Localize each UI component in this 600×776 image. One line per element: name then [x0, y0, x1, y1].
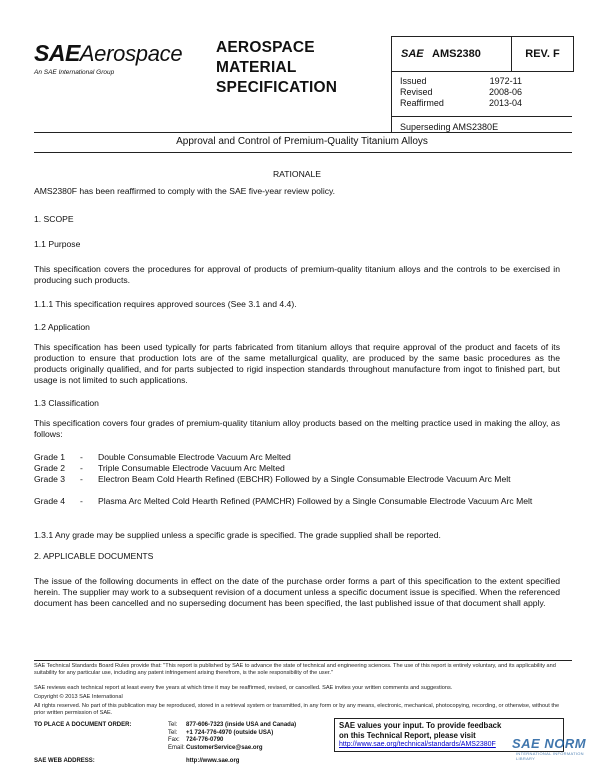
revision-box [512, 36, 574, 72]
footer-divider [34, 660, 572, 661]
date-label: Reaffirmed [400, 98, 444, 108]
purpose-text: This specification covers the procedures for approval of products of premium-quality titanium alloys and the controls to be exercised in producing such products. [34, 264, 560, 285]
header-divider [34, 152, 572, 153]
sae-mini-logo: SAE [401, 48, 424, 60]
email-link[interactable]: CustomerService@sae.org [186, 744, 263, 751]
logo-aerospace-text: Aerospace [79, 41, 183, 66]
requirement-text: 1.1.1 This specification requires approved sources (See 3.1 and 4.4). [34, 299, 297, 309]
grade-dash: - [80, 452, 83, 462]
spec-title-line: SPECIFICATION [216, 79, 338, 96]
footer-review-text: SAE reviews each technical report at least every five years at which time it may be reaffirmed, revised, or cancelled. SAE invites your written comments and suggestions. [34, 685, 453, 691]
grade-note: 1.3.1 Any grade may be supplied unless a specific grade is specified. The grade supplied shall be reported. [34, 530, 441, 540]
revision-label: REV. F [525, 48, 560, 60]
date-value: 1972-11 [489, 76, 522, 86]
contact-key: Fax: [168, 737, 180, 743]
date-row-issued [400, 76, 522, 87]
contact-key: Tel: [168, 722, 178, 728]
subsection-heading: 1.3 Classification [34, 398, 99, 408]
date-label: Revised [400, 87, 433, 97]
logo-subtitle: An SAE International Group [34, 69, 115, 76]
grade-dash: - [80, 474, 83, 484]
grade-text: Plasma Arc Melted Cold Hearth Refined (PAMCHR) Followed by a Single Consumable Electrode Vacuum Arc Melt [98, 496, 533, 506]
grade-dash: - [80, 496, 83, 506]
feedback-text: on this Technical Report, please visit [339, 730, 476, 740]
grade-text: Double Consumable Electrode Vacuum Arc Melted [98, 452, 291, 462]
spec-title-line: AEROSPACE [216, 39, 315, 56]
date-row-reaffirmed [400, 98, 522, 109]
date-value: 2013-04 [488, 98, 522, 108]
applicable-documents-text: The issue of the following documents in effect on the date of the purchase order forms a part of this specification to the extent specified herein. The supplier may work to a subsequent revision of a document unless a specific document issue is specified. When the referenced document has been cancelled and no superseding document has been specified, the last published issue of that document shall apply. [34, 576, 560, 608]
contact-key: Tel: [168, 729, 178, 736]
contact-value: 877-606-7323 (inside USA and Canada) [186, 722, 297, 728]
sae-norm-watermark: SAE NORM [512, 736, 587, 751]
document-title: Approval and Control of Premium-Quality Titanium Alloys [176, 136, 428, 147]
header-divider [391, 116, 572, 117]
footer-rules-text: SAE Technical Standards Board Rules provide that: "This report is published by SAE to advance the state of technical and engineering sciences. The use of this report is entirely voluntary, and its applicability and suitability for any particular use, including any patent infringement arising therefrom, is the sole responsibility of the user." [34, 663, 556, 676]
header-divider [34, 132, 572, 133]
superseding-note: Superseding AMS2380E [400, 122, 499, 132]
web-address-label: SAE WEB ADDRESS: [34, 758, 95, 764]
grade-text: Triple Consumable Electrode Vacuum Arc Melted [98, 463, 285, 473]
date-value: 2008-06 [488, 87, 522, 97]
header-divider [391, 72, 392, 132]
grade-label: Grade 1 [34, 452, 66, 462]
section-heading: 1. SCOPE [34, 214, 74, 224]
document-header [34, 36, 570, 132]
grade-label: Grade 4 [34, 496, 66, 506]
section-heading: 2. APPLICABLE DOCUMENTS [34, 551, 154, 561]
order-label: TO PLACE A DOCUMENT ORDER: [34, 722, 132, 728]
date-label: Issued [400, 76, 427, 86]
rationale-text: AMS2380F has been reaffirmed to comply with the SAE five-year review policy. [34, 186, 336, 196]
rationale-heading: RATIONALE [272, 169, 322, 179]
application-text: This specification has been used typically for parts fabricated from titanium alloys that require approval of the product and facets of its production to ensure that production lots are of the same metallurgical quality, are produced by the same basic procedures as the products originally qualified, and for parts subjected to rigid inspection standards throughout manufacture from ingot to finished part, but usage is not limited to such applications. [34, 342, 560, 385]
contact-value: 724-776-0790 [186, 737, 224, 743]
grade-label: Grade 3 [34, 474, 66, 484]
subsection-heading: 1.1 Purpose [34, 239, 81, 249]
spec-type-title [216, 38, 337, 98]
feedback-link[interactable]: http://www.sae.org/technical/standards/AMS2380F [339, 741, 496, 748]
subsection-heading: 1.2 Application [34, 322, 90, 332]
contact-value: +1 724-776-4970 (outside USA) [186, 729, 274, 736]
feedback-text: SAE values your input. To provide feedback [339, 721, 502, 730]
footer-copyright: Copyright © 2013 SAE International [34, 694, 123, 700]
classification-text: This specification covers four grades of premium-quality titanium alloy products based on the melting practice used in making the alloy, as follows: [34, 418, 560, 439]
grade-text: Electron Beam Cold Hearth Refined (EBCHR) Followed by a Single Consumable Electrode Vacuum Arc Melt [98, 474, 511, 484]
grade-dash: - [80, 463, 83, 473]
logo-sae-text: SAE [34, 40, 80, 66]
spec-title-line: MATERIAL [216, 59, 297, 76]
sae-aerospace-logo [34, 40, 183, 76]
contact-key: Email: [168, 744, 185, 751]
web-address-link[interactable]: http://www.sae.org [186, 758, 240, 764]
ams-number-box [391, 36, 512, 72]
watermark-subtitle: INTERNATIONAL INFORMATION LIBRARY [516, 751, 584, 761]
date-row-revised [400, 87, 522, 98]
ams-number: AMS2380 [432, 48, 481, 60]
footer-rights-text: All rights reserved. No part of this publication may be reproduced, stored in a retrieval system or transmitted, in any form or by any means, electronic, mechanical, photocopying, recording, or otherwise, without the prior written permission of SAE. [34, 703, 560, 716]
issue-dates [400, 76, 522, 109]
grade-label: Grade 2 [34, 463, 66, 473]
